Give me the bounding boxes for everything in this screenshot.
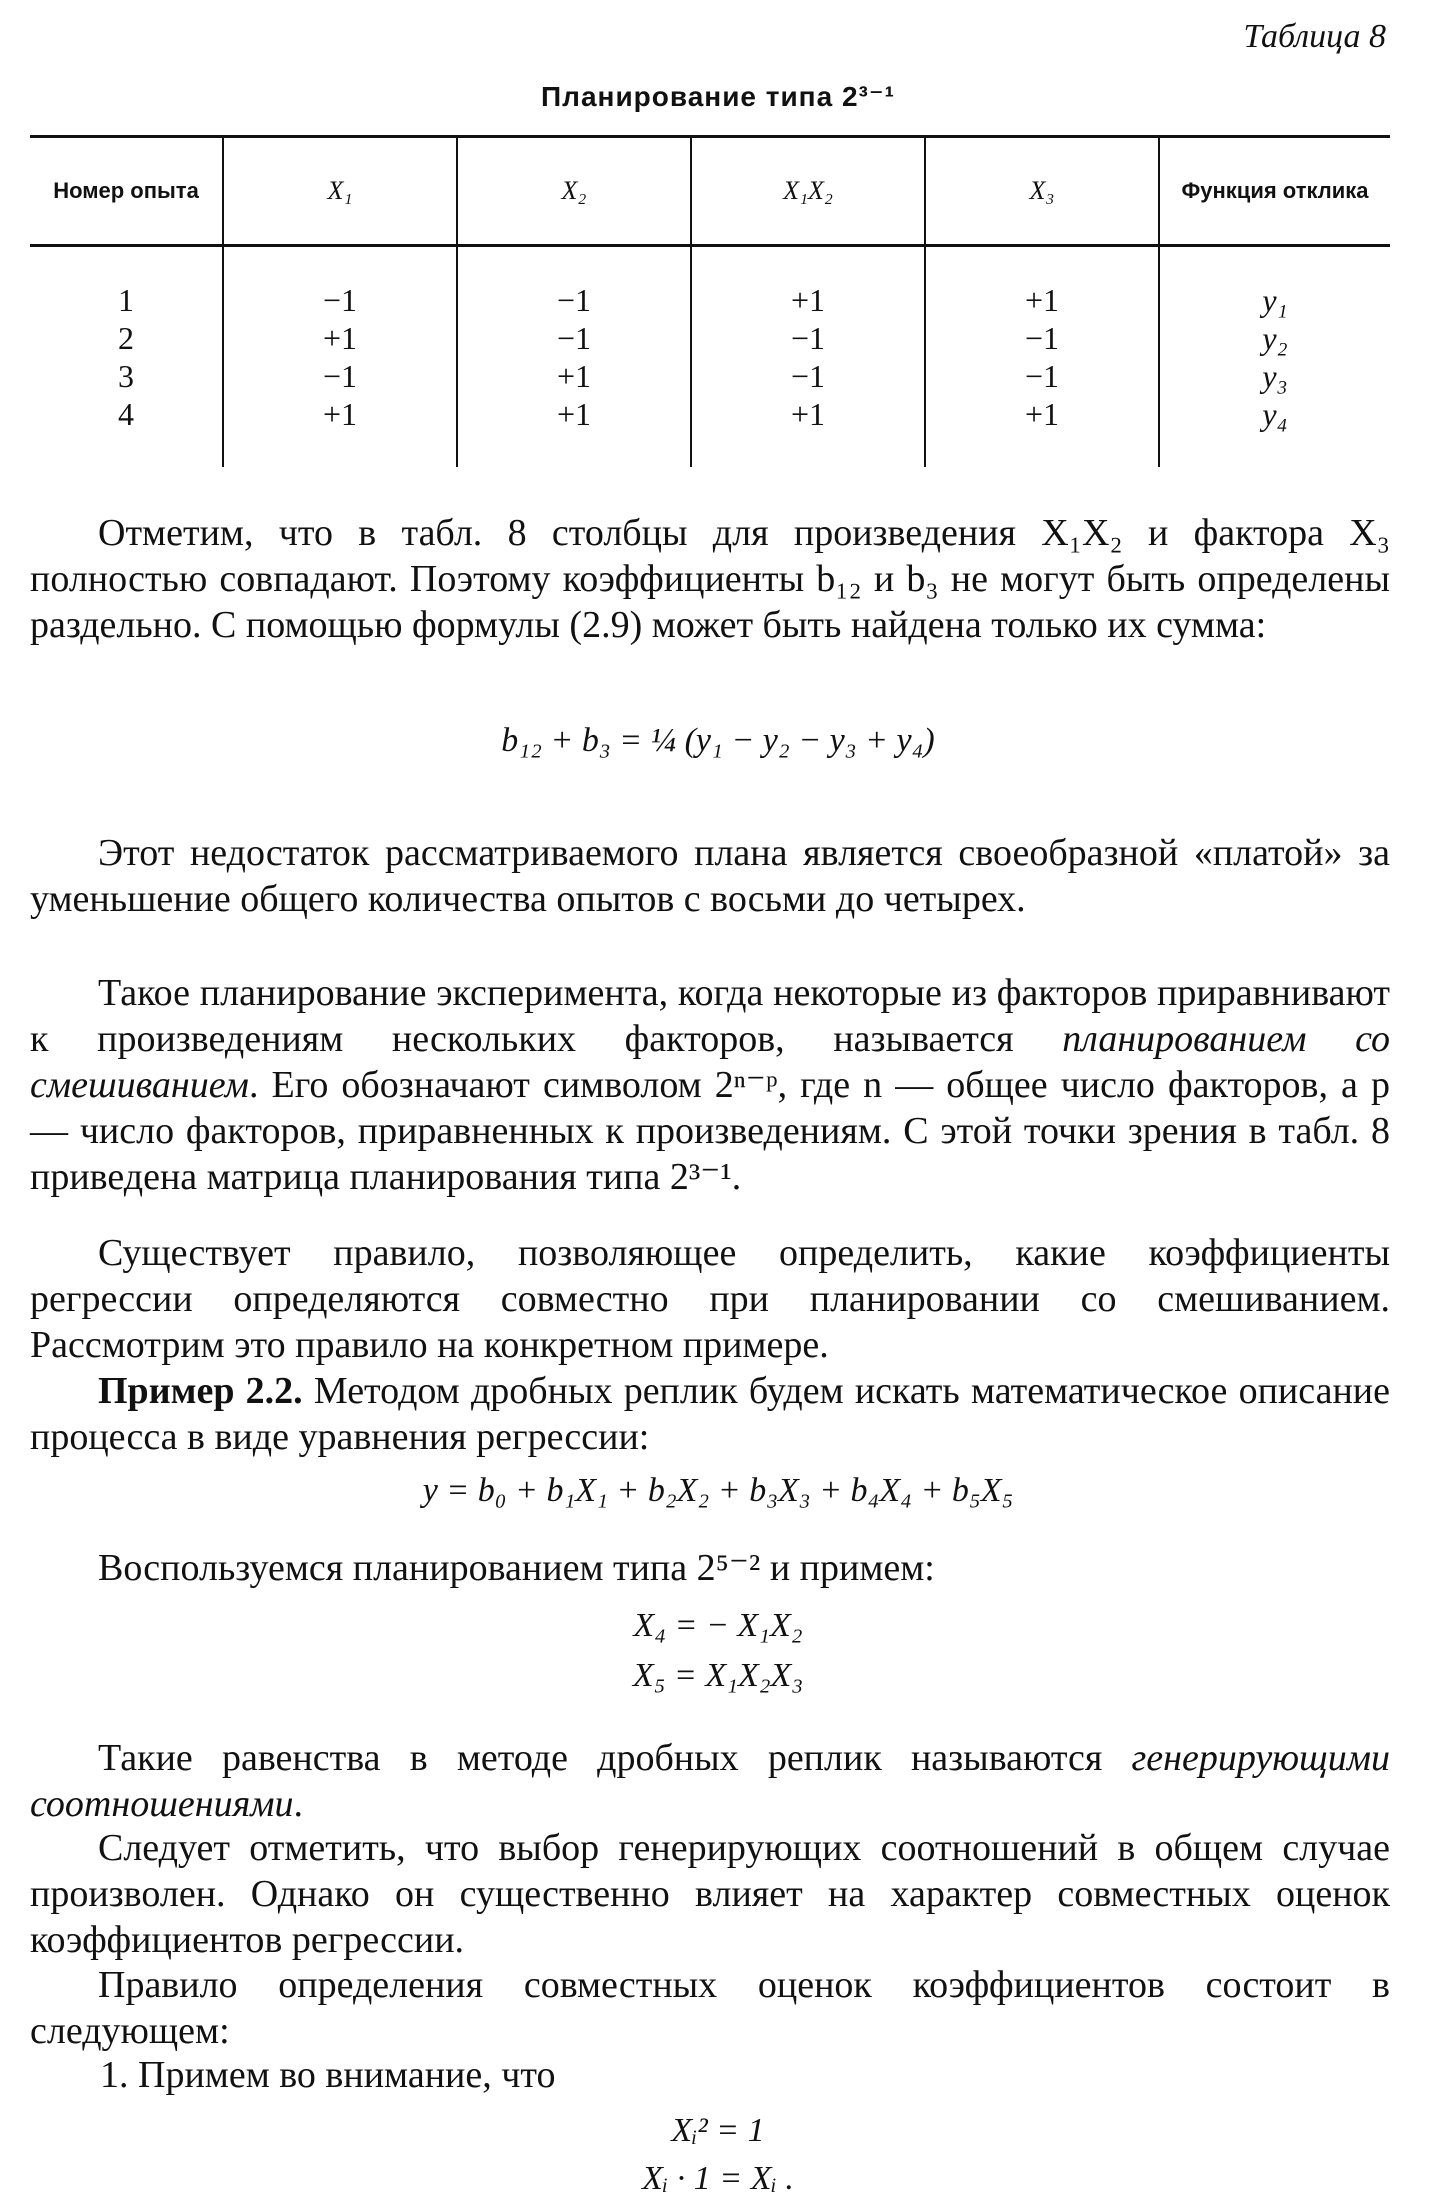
paragraph-6-block bbox=[30, 1545, 1390, 1591]
planning-table bbox=[30, 135, 1390, 467]
term-generating-relations: генерирующими соотношениями bbox=[30, 1737, 1390, 1825]
cell-x1: −1 bbox=[223, 246, 457, 320]
table-row bbox=[30, 246, 1390, 320]
cell-number: 1 bbox=[118, 282, 134, 318]
cell-x3: +1 bbox=[925, 395, 1159, 467]
term-mixing-planning: планированием со смешиванием bbox=[30, 1018, 1390, 1106]
table-row bbox=[30, 357, 1390, 395]
paragraph-8-block bbox=[30, 1825, 1390, 1963]
paragraph-9-block bbox=[30, 1962, 1390, 2054]
paragraph-7-block bbox=[30, 1735, 1390, 1827]
paragraph-2: Этот недостаток рассматриваемого плана является своеобразной «платой» за уменьшение общего количества опытов с восьми до четырех. bbox=[30, 832, 1390, 920]
formula-identity: Xᵢ · 1 = Xᵢ . bbox=[642, 2160, 794, 2197]
table-label: Таблица 8 bbox=[1243, 18, 1386, 55]
cell-response: y₃ bbox=[1159, 357, 1390, 395]
planning-table-container bbox=[30, 135, 1390, 467]
cell-response: y₄ bbox=[1159, 395, 1390, 467]
cell-number: 3 bbox=[118, 358, 134, 394]
paragraph-5-block bbox=[30, 1368, 1390, 1460]
list-item-1: 1. Примем во внимание, что bbox=[100, 2054, 556, 2096]
table-row bbox=[30, 319, 1390, 357]
formula-x5: X₅ = X₁X₂X₃ bbox=[632, 1657, 804, 1694]
paragraph-3-block bbox=[30, 970, 1390, 1200]
table-title: Планирование типа 2³⁻¹ bbox=[541, 81, 895, 112]
paragraph-1: Отметим, что в табл. 8 столбцы для произведения X₁X₂ и фактора X₃ полностью совпадают. Поэтому коэффициенты b₁₂ и b₃ не могут быть определены раздельно. С помощью формулы (2.9) может быть найдена только их сумма: bbox=[30, 512, 1390, 646]
formula-sum: b₁₂ + b₃ = ¼ (y₁ − y₂ − y₃ + y₄) bbox=[501, 722, 935, 759]
cell-x1x2: −1 bbox=[691, 357, 925, 395]
paragraph-8: Следует отметить, что выбор генерирующих соотношений в общем случае произволен. Однако он существенно влияет на характер совместных оценок коэффициентов регрессии. bbox=[30, 1827, 1390, 1961]
paragraph-2-block bbox=[30, 830, 1390, 922]
header-x3: X₃ bbox=[925, 137, 1159, 246]
paragraph-7 bbox=[30, 1735, 1390, 1827]
header-x1x2: X₁X₂ bbox=[691, 137, 925, 246]
cell-x1x2: +1 bbox=[691, 395, 925, 467]
cell-number: 4 bbox=[118, 396, 134, 432]
paragraph-4: Существует правило, позволяющее определить, какие коэффициенты регрессии определяются совместно при планировании со смешиванием. Рассмотрим это правило на конкретном примере. bbox=[30, 1232, 1390, 1366]
table-header-row bbox=[30, 137, 1390, 246]
paragraph-9: Правило определения совместных оценок коэффициентов состоит в следующем: bbox=[30, 1964, 1390, 2052]
cell-x3: +1 bbox=[925, 246, 1159, 320]
formula-regression: y = b₀ + b₁X₁ + b₂X₂ + b₃X₃ + b₄X₄ + b₅X₅ bbox=[422, 1472, 1014, 1509]
header-x1: X₁ bbox=[223, 137, 457, 246]
table-row bbox=[30, 395, 1390, 467]
paragraph-3-end: . Его обозначают символом 2ⁿ⁻ᵖ, где n — общее число факторов, а p — число факторов, приравненных к произведениям. С этой точки зрения в табл. 8 приведена матрица планирования типа 2³⁻¹. bbox=[30, 1064, 1390, 1198]
cell-x2: +1 bbox=[457, 395, 691, 467]
example-label: Пример 2.2. bbox=[98, 1370, 303, 1412]
paragraph-5 bbox=[30, 1368, 1390, 1460]
cell-x1: −1 bbox=[223, 357, 457, 395]
paragraph-1-block bbox=[30, 510, 1390, 648]
cell-number: 2 bbox=[118, 320, 134, 356]
header-x2: X₂ bbox=[457, 137, 691, 246]
paragraph-3 bbox=[30, 970, 1390, 1200]
paragraph-4-block bbox=[30, 1230, 1390, 1368]
cell-x1: +1 bbox=[223, 319, 457, 357]
cell-response: y₂ bbox=[1159, 319, 1390, 357]
paragraph-5-text: Методом дробных реплик будем искать математическое описание процесса в виде уравнения регрессии: bbox=[30, 1370, 1390, 1458]
cell-x2: −1 bbox=[457, 319, 691, 357]
cell-x1x2: −1 bbox=[691, 319, 925, 357]
paragraph-6: Воспользуемся планированием типа 2⁵⁻² и примем: bbox=[98, 1547, 935, 1589]
cell-x2: −1 bbox=[457, 246, 691, 320]
paragraph-7-end: . bbox=[293, 1783, 304, 1825]
header-response-function: Функция отклика bbox=[1159, 137, 1390, 246]
formula-x4: X₄ = − X₁X₂ bbox=[633, 1607, 803, 1644]
cell-x2: +1 bbox=[457, 357, 691, 395]
formula-square: Xᵢ² = 1 bbox=[671, 2112, 765, 2149]
paragraph-7-start: Такие равенства в методе дробных реплик называются bbox=[98, 1737, 1132, 1779]
cell-x1: +1 bbox=[223, 395, 457, 467]
cell-response: y₁ bbox=[1159, 246, 1390, 320]
cell-x3: −1 bbox=[925, 357, 1159, 395]
cell-x3: −1 bbox=[925, 319, 1159, 357]
header-experiment-number: Номер опыта bbox=[30, 137, 223, 246]
cell-x1x2: +1 bbox=[691, 246, 925, 320]
paragraph-3-start: Такое планирование эксперимента, когда некоторые из факторов приравнивают к произведениям нескольких факторов, называется bbox=[30, 972, 1390, 1060]
